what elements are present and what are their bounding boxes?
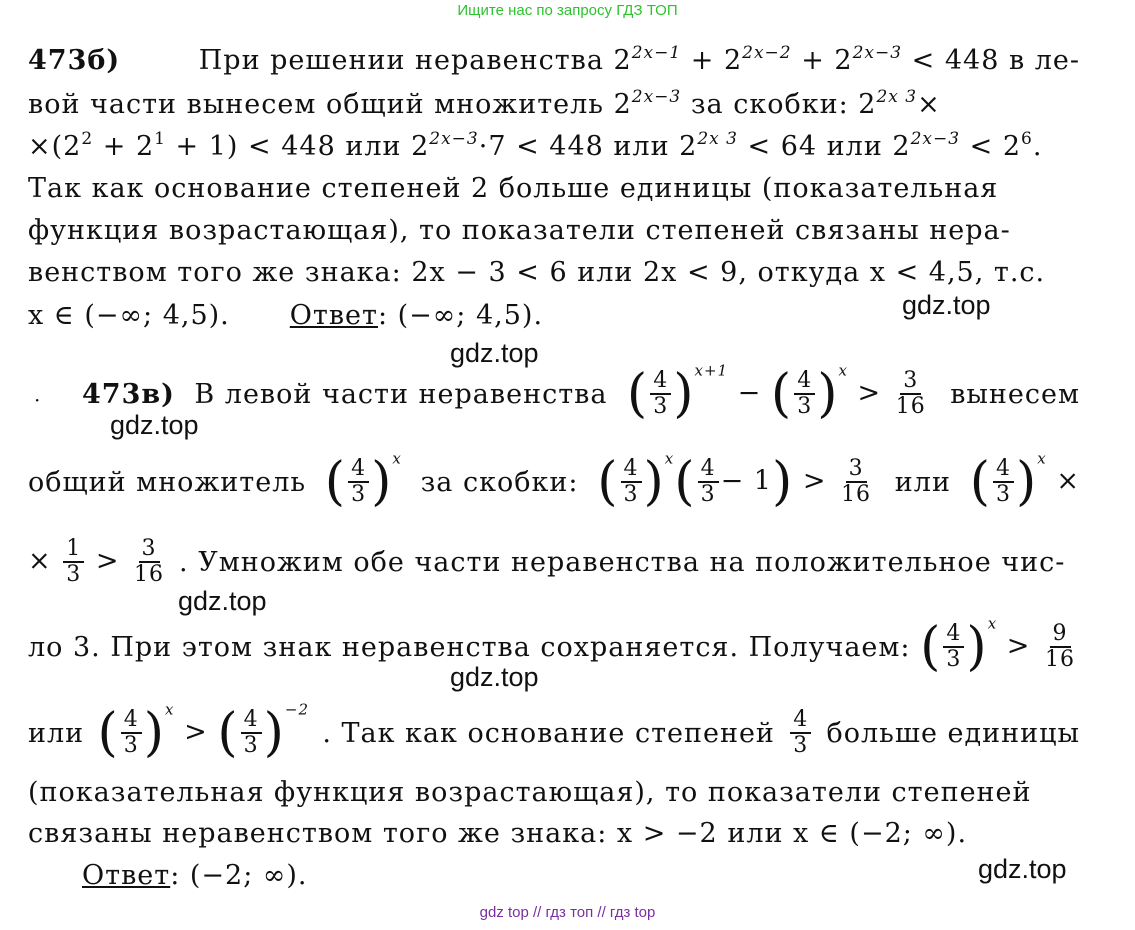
watermark: gdz.top — [450, 338, 539, 368]
p1-l2-text: вой части вынесем общий множитель $2^{2x-3}$ за скобки: $2^{2x 3}\times$ — [28, 86, 941, 120]
p2-line-2 — [28, 450, 1080, 514]
p2-line-3 — [28, 534, 1080, 590]
p2-l4-text: ло 3. При этом знак неравенства сохраняется. Получаем: — [28, 631, 911, 663]
p2-l2-or: или — [894, 466, 951, 498]
p1-line-6: венством того же знака: 2x − 3 < 6 или 2x < 9, откуда x < 4,5, т.с. — [28, 256, 1046, 288]
p2-l1-text: В левой части неравенства — [194, 378, 608, 410]
watermark: gdz.top — [450, 662, 539, 692]
footer: gdz top // гдз топ // гдз top — [479, 904, 656, 921]
p2-l2-f3: ( $\frac{4}{3}$ )$^x$ × — [969, 449, 1080, 512]
p2-l3-formula: × $\frac{1}{3}$ > $\frac{3}{16}$ — [28, 535, 165, 587]
p1-l3-text: $\times(2^2 + 2^1 + 1) < 448$ или $2^{2x-3}\cdot 7 < 448$ или $2^{2x 3} < 64$ или $2^{2x-3} < 2^6$. — [28, 128, 1043, 162]
p2-line-5 — [28, 702, 1080, 764]
watermark: gdz.top — [978, 854, 1067, 884]
p2-l5-or: или — [28, 717, 85, 749]
p2-l2-text: общий множитель — [28, 466, 307, 498]
p1-answer: Ответ: (−∞; 4,5). — [289, 299, 544, 331]
p2-l5-end: больше единицы — [826, 717, 1080, 749]
p1-line-1 — [28, 38, 1080, 82]
p1-l1-text: При решении неравенства $2^{2x-1} + 2^{2x-2} + 2^{2x-3} < 448$ в ле- — [198, 42, 1080, 76]
p2-line-6: (показательная функция возрастающая), то показатели степеней — [28, 776, 1032, 808]
p2-l2-f1: ( $\frac{4}{3}$ )$^x$ — [324, 449, 402, 512]
p2-l5-frac: $\frac{4}{3}$ — [790, 708, 811, 758]
p1-l7-text: x ∈ (−∞; 4,5). — [28, 299, 230, 331]
p2-l2-f2: ( $\frac{4}{3}$ )$^x$( $\frac{4}{3}$ − 1) > $\frac{3}{16}$ — [597, 449, 872, 512]
p2-line-1 — [82, 361, 1080, 424]
watermark: gdz.top — [902, 290, 991, 320]
bullet-dot: · — [34, 388, 41, 412]
p1-line-2 — [28, 82, 1080, 126]
p2-l1-end: вынесем — [950, 378, 1080, 410]
p2-label: 473в) — [82, 378, 175, 410]
p1-line-3 — [28, 124, 1080, 168]
p1-line-4: Так как основание степеней 2 больше единицы (показательная — [28, 172, 999, 204]
p2-l5-formula: ( $\frac{4}{3}$ )$^x$ > ( $\frac{4}{3}$ )$^{-2}$ — [97, 700, 310, 763]
p2-l3-text: . Умножим обе части неравенства на положительное чис- — [179, 546, 1066, 578]
top-banner: Ищите нас по запросу ГДЗ ТОП — [457, 2, 678, 19]
p2-l5-text: . Так как основание степеней — [322, 717, 775, 749]
watermark: gdz.top — [178, 586, 267, 616]
p2-l2-mid: за скобки: — [420, 466, 579, 498]
p2-answer: Ответ: (−2; ∞). — [82, 859, 308, 891]
p1-line-5: функция возрастающая), то показатели степеней связаны нера- — [28, 214, 1011, 246]
watermark: gdz.top — [110, 410, 199, 440]
p2-line-7: связаны неравенством того же знака: x > −2 или x ∈ (−2; ∞). — [28, 817, 968, 849]
p2-l4-formula: ( $\frac{4}{3}$ )$^x$ > $\frac{9}{16}$ — [920, 614, 1075, 677]
p2-l1-formula: ( $\frac{4}{3}$ )$^{x+1}$ − ( $\frac{4}{3}$ )$^x$ > $\frac{3}{16}$ — [626, 361, 926, 424]
p1-label: 473б) — [28, 44, 121, 76]
